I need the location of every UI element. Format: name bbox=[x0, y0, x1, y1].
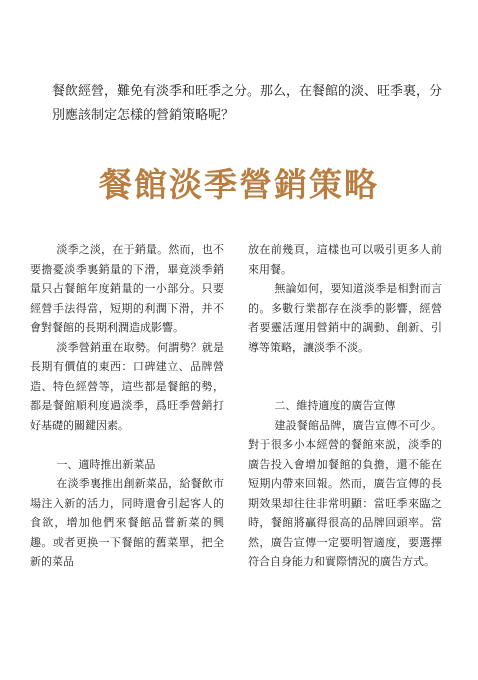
left-paragraph-1: 淡季之淡，在于銷量。然而，也不要擔憂淡季裏銷量的下滑，畢竟淡季銷量只占餐館年度銷量的一小部分。只要經營手法得當，短期的利潤下滑，并不會對餐館的長期利潤造成影響。 bbox=[30, 243, 224, 334]
intro-paragraph: 餐飲經營，難免有淡季和旺季之分。那么，在餐館的淡、旺季裏，分別應該制定怎樣的營銷策略呢？ bbox=[52, 84, 443, 123]
section-heading-2: 二、維持適度的廣告宣傳 bbox=[274, 399, 396, 412]
spacer bbox=[248, 357, 442, 377]
left-paragraph-3: 在淡季裏推出創新菜品，給餐飲市場注入新的活力，同時還會引起客人的食欲，增加他們來餐館品嘗新菜的興趣。或者更换一下餐館的舊菜單，把全新的菜品 bbox=[30, 477, 224, 568]
spacer bbox=[248, 377, 442, 397]
right-paragraph-1: 放在前幾頁，這樣也可以吸引更多人前來用餐。 bbox=[248, 243, 442, 276]
right-column bbox=[248, 240, 442, 572]
left-column bbox=[30, 240, 224, 572]
right-paragraph-3: 建設餐館品牌，廣告宣傳不可少。對于很多小本經營的餐館來説，淡季的廣告投入會增加餐館的負擔，還不能在短期内帶來回報。然而，廣告宣傳的長期效果却往往非常明顯：當旺季來臨之時，餐館將贏得很高的品牌回頭率。當然，廣告宣傳一定要明智適度，要選擇符合自身能力和實際情況的廣告方式。 bbox=[248, 418, 442, 568]
section-heading-1: 一、適時推出新菜品 bbox=[56, 457, 156, 471]
left-paragraph-2: 淡季營銷重在取勢。何謂勢？就是長期有價值的東西：口碑建立、品牌營造、特色經營等，這些都是餐館的勢，都是餐館順利度過淡季，爲旺季營銷打好基礎的關鍵因素。 bbox=[30, 340, 224, 432]
spacer bbox=[30, 435, 224, 455]
right-paragraph-2: 無論如何，要知道淡季是相對而言的。多數行業都存在淡季的影響，經營者要靈活運用營銷中的調動、創新、引導等策略，讓淡季不淡。 bbox=[248, 282, 442, 354]
article-title: 餐館淡季營銷策略 bbox=[99, 165, 379, 204]
